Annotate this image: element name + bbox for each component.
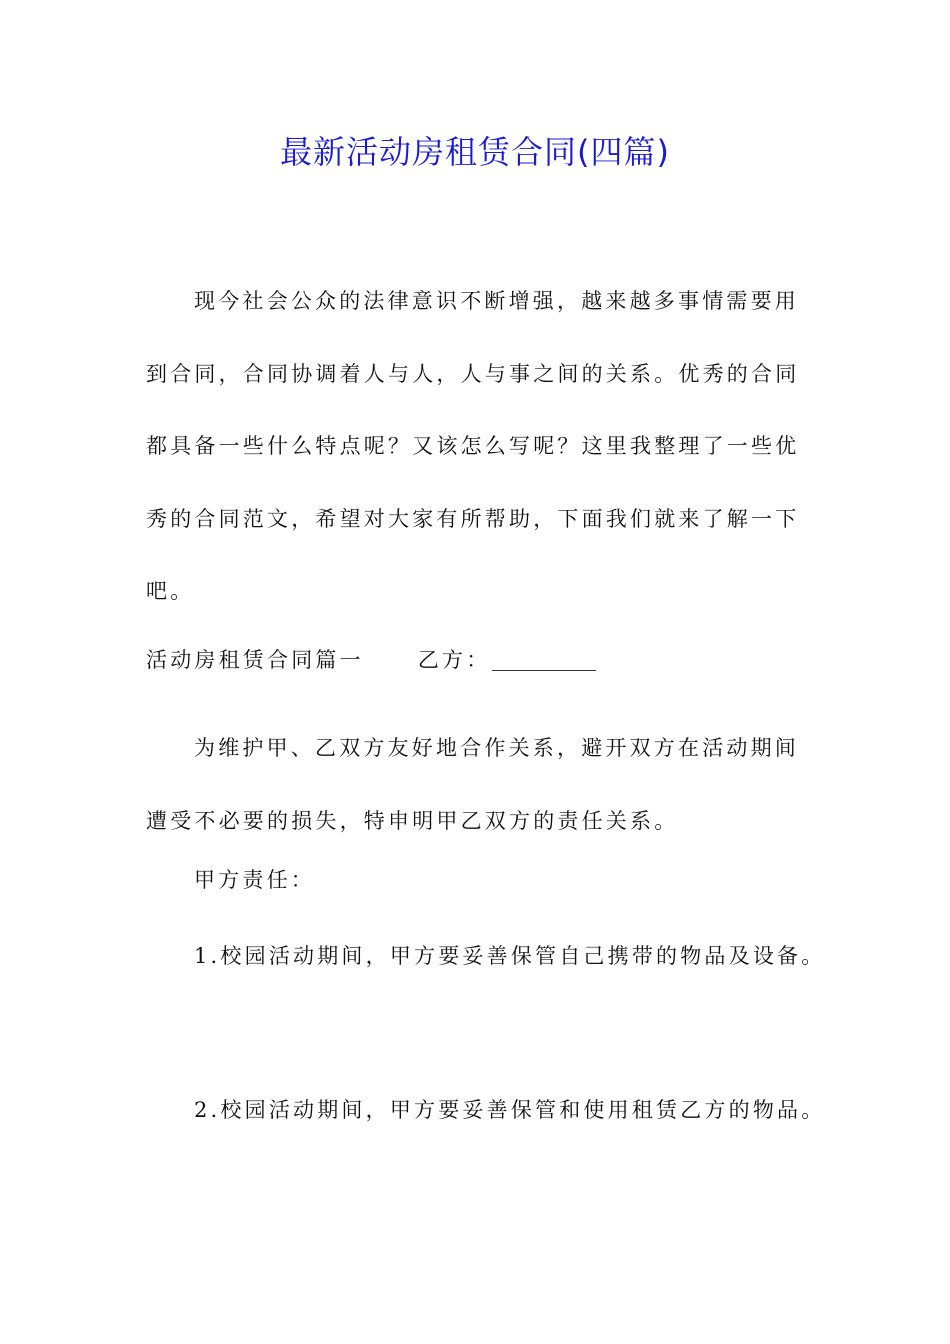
section-heading-line	[146, 640, 596, 680]
list-item: 2.校园活动期间，甲方要妥善保管和使用租赁乙方的物品。	[194, 1098, 826, 1122]
party-b-blank	[492, 648, 596, 671]
list-item: 1.校园活动期间，甲方要妥善保管自己携带的物品及设备。	[194, 944, 826, 968]
party-a-responsibility-label: 甲方责任：	[194, 868, 315, 892]
purpose-paragraph: 为维护甲、乙双方友好地合作关系，避开双方在活动期间遭受不必要的损失，特申明甲乙双方的责任关系。	[146, 736, 799, 833]
party-b-label: 乙方：	[417, 648, 491, 672]
document-title: 最新活动房租赁合同(四篇)	[280, 133, 670, 171]
intro-paragraph: 现今社会公众的法律意识不断增强，越来越多事情需要用到合同，合同协调着人与人，人与事之间的关系。优秀的合同都具备一些什么特点呢？又该怎么写呢？这里我整理了一些优秀的合同范文，希望对大家有所帮助，下面我们就来了解一下吧。	[146, 289, 800, 603]
section-heading: 活动房租赁合同篇一	[146, 648, 364, 672]
